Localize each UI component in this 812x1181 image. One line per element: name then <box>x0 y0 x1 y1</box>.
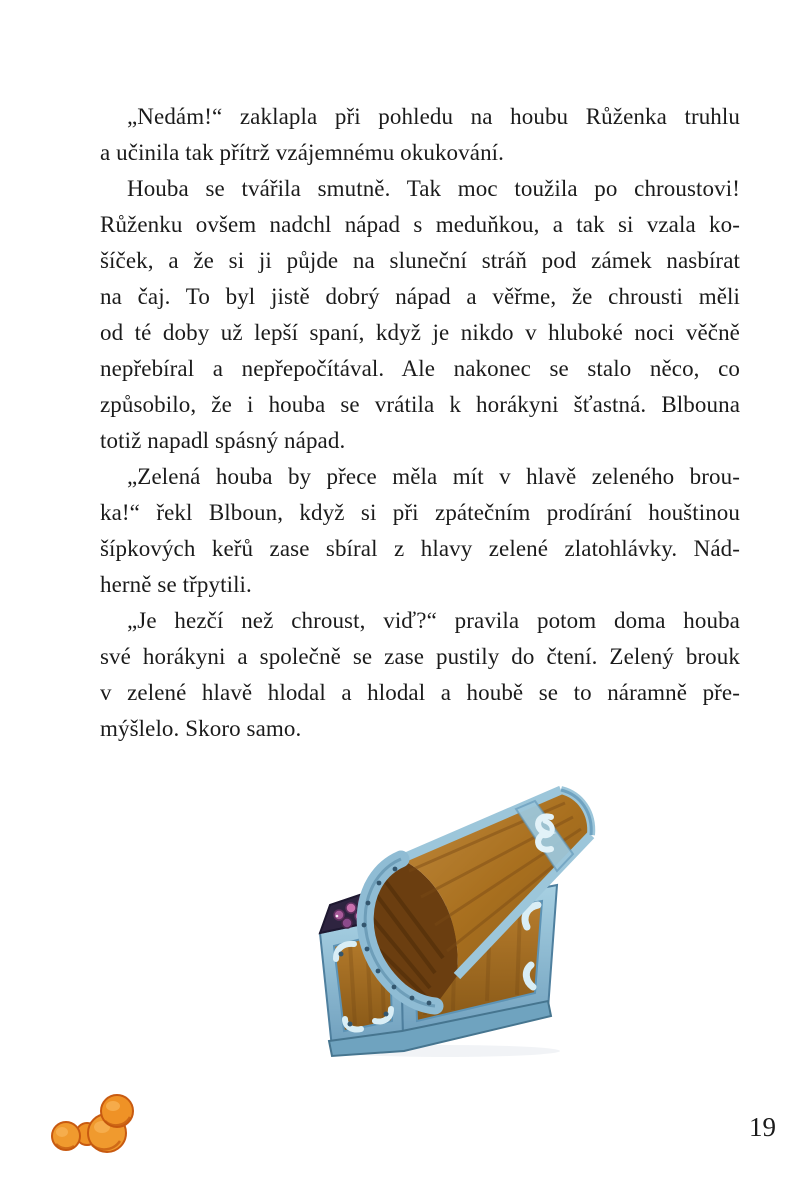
text-line: ka!“ řekl Blboun, když si při zpátečním prodírání houštinou <box>100 500 740 525</box>
story-text <box>100 99 740 747</box>
text-line: Růženku ovšem nadchl nápad s meduňkou, a tak si vzala ko- <box>100 212 740 237</box>
text-line: „Nedám!“ zaklapla při pohledu na houbu Růženka truhlu <box>127 104 740 129</box>
text-line: své horákyni a společně se zase pustily do čtení. Zelený brouk <box>100 644 740 669</box>
text-line: způsobilo, že i houba se vrátila k horákyni šťastná. Blbouna <box>100 392 740 417</box>
text-line: „Je hezčí než chroust, viď?“ pravila potom doma houba <box>127 608 740 633</box>
text-line: šípkových keřů zase sbíral z hlavy zelené zlatohlávky. Nád- <box>100 536 740 561</box>
treasure-chest-illustration <box>305 773 600 1058</box>
text-line: a učinila tak přítrž vzájemnému okukování. <box>100 140 505 165</box>
text-line: „Zelená houba by přece měla mít v hlavě zeleného brou- <box>127 464 740 489</box>
text-line: mýšlelo. Skoro samo. <box>100 716 302 741</box>
orange-beads-decoration <box>48 1088 148 1163</box>
text-line: šíček, a že si ji půjde na sluneční stráň pod zámek nasbírat <box>100 248 740 273</box>
text-line: od té doby už lepší spaní, když je nikdo v hluboké noci věčně <box>100 320 740 345</box>
orange-beads-icon <box>48 1088 148 1163</box>
page-number: 19 <box>749 1112 776 1142</box>
treasure-chest-icon <box>305 773 600 1058</box>
text-line: nepřebíral a nepřepočítával. Ale nakonec se stalo něco, co <box>100 356 740 381</box>
text-line: totiž napadl spásný nápad. <box>100 428 346 453</box>
text-line: Houba se tvářila smutně. Tak moc toužila po chroustovi! <box>127 176 740 201</box>
text-line: na čaj. To byl jistě dobrý nápad a věřme, že chrousti měli <box>100 284 740 309</box>
text-line: v zelené hlavě hlodal a hlodal a houbě se to náramně pře- <box>100 680 740 705</box>
text-line: herně se třpytili. <box>100 572 252 597</box>
